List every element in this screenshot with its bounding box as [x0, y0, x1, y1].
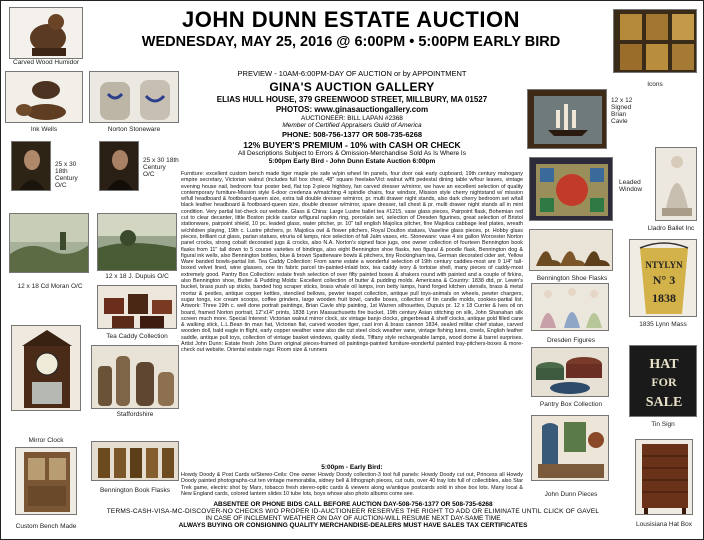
photo-mirror-clock	[11, 325, 81, 411]
caption-fire-bucket: 1835 Lynn Mass	[639, 321, 687, 328]
book-flasks-illustration	[92, 442, 179, 481]
caption-ink-wells: Ink Wells	[30, 126, 58, 133]
photo-icons	[613, 9, 697, 73]
photo-fire-bucket	[629, 239, 697, 317]
photo-dresden	[531, 283, 609, 331]
tin-sign-illustration	[630, 346, 697, 417]
auction-info	[187, 69, 517, 165]
photo-lladro	[655, 147, 697, 221]
portrait-2-illustration	[100, 142, 139, 191]
sign-text-2: FOR	[651, 375, 677, 389]
ship-painting-illustration	[528, 90, 607, 149]
leaded-window-illustration	[530, 158, 613, 221]
stoneware-illustration	[90, 72, 179, 123]
caption-pantry-box: Pantry Box Collection	[539, 401, 603, 408]
caption-lladro: Lladro Ballet Inc	[647, 225, 695, 232]
ink-wells-illustration	[6, 72, 83, 123]
photo-norton-stoneware	[89, 71, 179, 123]
buyers-premium: 12% BUYER'S PREMIUM - 10% with CASH OR CHECK	[243, 140, 461, 150]
photo-ship-painting	[527, 89, 607, 149]
descriptions-disclaimer: All Descriptions Subject to Errors & Omission-Merchandise Sold As Is Where Is	[238, 150, 466, 157]
photo-tin-sign	[629, 345, 697, 417]
gallery-address: ELIAS HULL HOUSE, 379 GREENWOOD STREET, MILLBURY, MA 01527	[216, 95, 488, 104]
photo-pantry-box	[531, 347, 609, 397]
photo-shoe-flasks	[529, 229, 613, 271]
sign-text-3: SALE	[645, 395, 683, 410]
photo-leaded-window	[529, 157, 613, 221]
caption-ship: 12 x 12 Signed Brian Cavle	[611, 97, 633, 125]
tea-caddy-illustration	[98, 286, 177, 329]
photo-staffordshire	[91, 345, 179, 409]
gallery-name: GINA'S AUCTION GALLERY	[269, 80, 435, 94]
absentee-bids: ABSENTEE OR PHONE BIDS CALL BEFORE AUCTION DAY-508-756-1377 OR 508-735-6268	[213, 501, 493, 508]
lladro-illustration	[656, 148, 697, 221]
photo-portrait-2	[99, 141, 139, 191]
caption-bench-made: Custom Bench Made	[15, 523, 77, 530]
caption-highboy: Lousisiana Hat Box	[635, 521, 692, 528]
photo-ink-wells	[5, 71, 83, 123]
humidor-illustration	[10, 8, 83, 59]
weather-line: IN CASE OF INCLEMENT WEATHER ON DAY OF AUCTION-WILL RESUME NEXT DAY-SAME TIME	[205, 515, 501, 522]
caption-portrait-1: 25 x 30 18th Century O/C	[55, 161, 78, 189]
caption-shoe-flasks: Bennington Shoe Flasks	[536, 275, 608, 282]
mirror-clock-illustration	[12, 326, 81, 411]
terms-line: TERMS-CASH-VISA-MC-DISCOVER-NO CHECKS W/O PROPER ID-AUCTIONEER RESERVES THE RIGHT TO ADD OR ELIMINATE UNTIL CLICK OF GAVEL	[106, 508, 600, 515]
staffordshire-illustration	[92, 346, 179, 409]
icons-illustration	[614, 10, 697, 73]
moran-landscape-illustration	[10, 214, 89, 273]
photo-humidor	[9, 7, 83, 59]
pantry-box-illustration	[532, 348, 609, 397]
photo-tea-caddy	[97, 285, 177, 329]
item-descriptions: Furniture: excellent custom bench made tiger maple pie safe w/pin wheel tin panels, four door oak early cupboard, 19th century mahogany empire secretary, Victorian walnut (includes full box chest, 48" square freelake/Vict walnut w/fit pedestal dining table w/four leaves, vintage evening house nail, bedroom four poster bed, flat top 2-piece highboy, fan carved dresser w/mirror, we have an excellent selection of quality contemporary furniture-Mission style 6-door credenza w/matching 4 spindle chairs, four windsor, Mission style cherry nightstand w/ mission w/full headboard & footboard-queen size, extra tall double dresser w/mirror, pr. multi drawer night stands, also dark cherry bedroom set w/tall black leather headboard & footboard-queen size, double dresser w/mirror, spare dresser, tall chest & pr. multi drawer night stands all in mint condition. Very partial list-check our website. Glass & China: Large Lustre ballet tea #1215, vase glass pieces, Pairpoint flask, Bohemian red cut to clear decanter, little Boston pickle castor w/figural napkin ring, porcelain set, selection of Dresden figurines, great selection of Bristol stationware, pairpoint shield, 10 pc. leaded glass, water pitcher, pr. 10" tall english Majolica pitcher, fine Majolica cabbage leaf plates, wreath w/children playing, 19th c. Lustre pitchers, pr. Majolica owl & flower pitchers, Royal Doulton statues, Vaseline glass pieces, pr. Hobby glass pieces, brilliant cut glass, parian statues, etruria oil lamps, nice selection of fall Jalm vases, etc. Stoneware: vase 4 six gallon Worcester Norton panel crocks, strong cobalt decorated jugs & crocks, also N.A. Norton's signed face jugs, one owner collection of fourteen Bennington book flasks from 11" tall down to 5 course varieties of bindings, also eight Bennington shoe flasks, two figural & poodle flask, Bennington dog & figural ink wells, also Bennington bottles, blue & brown Spatterware bowls & pitchers, tiny Rockingham tea, German decorated cider set, Yellow Ware banded bowls-partial list. Tea Caddy Collection: From same estate a wonderful selection of 19th century caddies-most are 9 1/4" tall-boxed velvet lined, wine glasses, one tin fabric parcel tin-painted-inlaid box, tea caddy ivory & tortoise shell, many pieces of caddy-most extremely good. Pantry Box Collection: estate fresh selection of over fifty painted boxes & shakers round with painted and a couple of firkins, also Bennington shoe, Butter & Pudding Molds: Excellent collection of butter & pudding molds. Americana & Country: 1838 dtd, pr. Lewin's bucket, brass push up sticks, banded hog scraper sticks, brass whale oil lamps, iron betty lamps, hand forged kitchen utensils, brass & metal mortar & pestles, antique copper kettles, stenciled bellows, pewter teapot collection, antique pull toys-animals on wheels, pewter chargers, sugar tongs, ice cream scoops, coffee grinders, large wooden fruit bowl, candle boxes, collection of tin candle molds, cookies-partial list. Artwork: Three 19th c. well done portrait paintings, Brian Cavle ship painting, 1st Warren silhouettes, Dupuis pr. 12 x 18 Currier & Ives oil on board, framed Norton portrait, 12"x14" prints, 1838 Lynn Massachusetts fire bucket, 19th century Asian stitching on silk, John Shanahan silk screen much more. Special Interest: Victorian walnut mirror clock, six vintage banjo clocks, gingerbread & shelf clocks, antique gold filled cane & walking stick, L.L.Bean tin man hat, Victorian flat, carved wooden tiger, cast iron & brass cannon 1834, sealed militar chief statue, carved wooden doll, bald eagle in flight, early copper weather vane also die cut steel clock weather vane, vintage fishing lures, creels, English leather saddle, antique pull toys, collection of vintage basket windows, quality sleds, Tiffany style rechargeable lamps, wood dome & barrel surprises. Artist John Dunn: Estate fresh John Dunn original pieces-framed oil paintings-painted furniture-wonderful painted tray-pitchers-boxes & more-check out website. Oriental estate rugs: Room size & runners	[181, 171, 523, 354]
footer	[61, 501, 645, 529]
shoe-flasks-illustration	[530, 230, 613, 271]
early-bird-descriptions: Howdy Doody & Post Cards w/Stereo-Ceils: One owner Howdy Doody collection-3 tool full panels: Howdy Doody cut out, Princess all Howdy Doody painted photographs-cut ten vintage memorabilia, sidney bell & lithograph pieces, cut outs, over 40 tray lots full of collectibles, also Star Trek game, electric shot by Marx, tobacco fresh stereo-optic cards & viewers along w/antique postcards sold in shoe box lots. Many local & New England cards, colored lantern slides 10 tube lots, boys whose also photo albums come see.	[181, 472, 523, 497]
photo-portrait-1	[11, 141, 51, 191]
caption-norton-stoneware: Norton Stoneware	[107, 126, 161, 133]
phone-numbers: PHONE: 508-756-1377 OR 508-735-6268	[281, 130, 423, 139]
caption-dresden: Dresden Figures	[546, 337, 596, 344]
auctioneer: AUCTIONEER: BILL LAPAN #2368	[301, 115, 403, 122]
early-bird-heading: 5:00pm - Early Bird:	[321, 464, 383, 471]
caption-portrait-2: 25 x 30 18th Century O/C	[143, 157, 179, 178]
preview-text: PREVIEW - 10AM-6:00PM-DAY OF AUCTION or by APPOINTMENT	[237, 69, 467, 78]
bucket-text-2: N° 3	[652, 273, 676, 287]
photo-john-dunn	[531, 415, 609, 481]
caption-mirror-clock: Mirror Clock	[28, 437, 64, 444]
photo-bennington-book	[91, 441, 179, 481]
caption-staffordshire: Staffordshire	[116, 411, 154, 418]
dupuis-landscape-illustration	[98, 214, 177, 271]
caption-tea-caddy: Tea Caddy Collection	[106, 333, 168, 340]
caption-john-dunn: John Dunn Pieces	[544, 491, 598, 498]
caption-moran: 12 x 18 Cd Moran O/C	[17, 283, 83, 290]
consigning-line: ALWAYS BUYING OR CONSIGNING QUALITY MERCHANDISE-DEALERS MUST HAVE SALES TAX CERTIFICATES	[178, 522, 528, 529]
john-dunn-illustration	[532, 416, 609, 481]
caption-humidor: Carved Wood Humidor	[13, 59, 79, 66]
photos-link[interactable]: PHOTOS: www.ginasauctiongallery.com	[275, 105, 429, 114]
caption-bennington-book: Bennington Book Flasks	[99, 487, 171, 494]
photo-dupuis-landscape	[97, 213, 177, 271]
dresden-illustration	[532, 284, 609, 331]
portrait-1-illustration	[12, 142, 51, 191]
caption-leaded-window: Leaded Window	[619, 179, 643, 193]
early-bird-line: 5:00pm Early Bird - John Dunn Estate Auction 6:00pm	[268, 158, 436, 165]
bucket-text-1: NTYLYN	[645, 260, 683, 270]
auction-title: JOHN DUNN ESTATE AUCTION	[182, 7, 520, 32]
bucket-text-3: 1838	[652, 291, 676, 305]
fire-bucket-illustration	[630, 240, 697, 317]
caption-tin-sign: Tin Sign	[651, 421, 675, 428]
membership: Member of Certified Appraisers Guild of America	[282, 122, 422, 129]
photo-moran-landscape	[9, 213, 89, 273]
sign-text-1: HAT	[649, 357, 679, 372]
auction-date: WEDNESDAY, MAY 25, 2016 @ 6:00PM • 5:00PM EARLY BIRD	[141, 34, 561, 50]
caption-icons: Icons	[647, 81, 663, 88]
caption-dupuis: 12 x 18 J. Dupuis O/C	[105, 273, 169, 280]
